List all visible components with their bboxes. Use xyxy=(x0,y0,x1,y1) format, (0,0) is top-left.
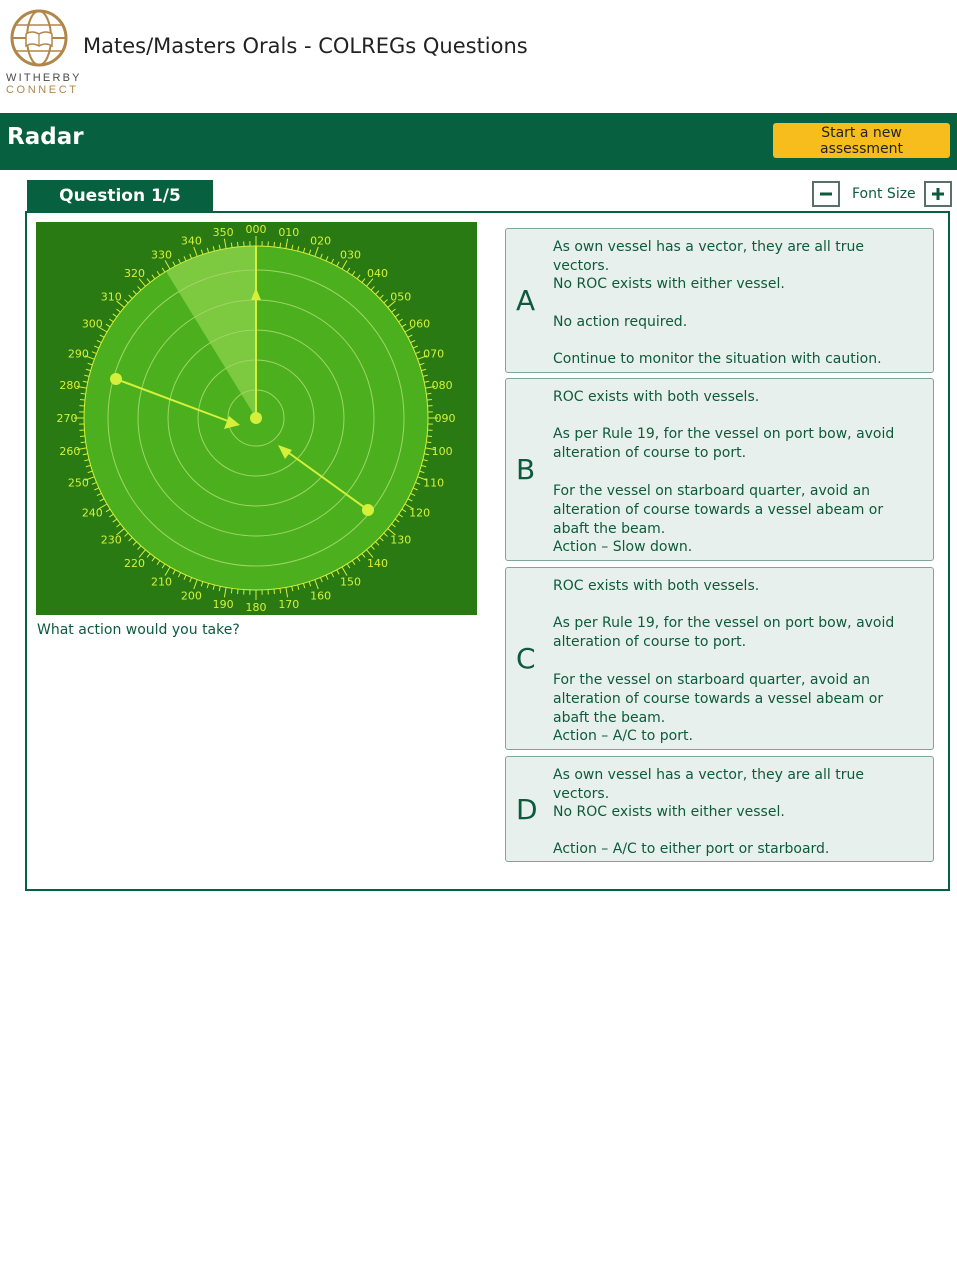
section-title: Radar xyxy=(7,124,84,150)
bearing-label: 330 xyxy=(151,248,172,262)
question-counter-tab: Question 1/5 xyxy=(27,180,213,212)
option-text-line: As own vessel has a vector, they are all true vectors. xyxy=(553,767,864,802)
bearing-label: 080 xyxy=(431,379,453,393)
logo-text-witherby: WITHERBY xyxy=(6,72,82,84)
top-bar xyxy=(0,0,957,113)
bearing-label: 160 xyxy=(310,589,332,603)
option-text-line: Action – Slow down. xyxy=(553,539,693,555)
option-text-line: For the vessel on starboard quarter, avoid an alteration of course towards a vessel abeam or abaft the beam. xyxy=(553,483,884,537)
bearing-label: 350 xyxy=(212,225,234,239)
logo-text-connect: CONNECT xyxy=(6,84,79,96)
bearing-label: 070 xyxy=(423,347,445,361)
bearing-label: 190 xyxy=(212,598,234,612)
bearing-tick xyxy=(81,442,86,443)
option-text-line: For the vessel on starboard quarter, avoid an alteration of course towards a vessel abeam or abaft the beam. xyxy=(553,672,884,726)
bearing-label: 340 xyxy=(180,234,202,248)
option-text-line: As own vessel has a vector, they are all true vectors. xyxy=(553,239,864,274)
bearing-label: 000 xyxy=(245,223,267,236)
option-letter: C xyxy=(516,642,536,675)
option-text-line: ROC exists with both vessels. xyxy=(553,389,760,405)
bearing-tick xyxy=(427,399,432,400)
bearing-label: 140 xyxy=(366,556,388,570)
bearing-label: 150 xyxy=(340,575,361,589)
own-vessel-marker xyxy=(250,412,262,424)
bearing-tick xyxy=(231,588,232,593)
minus-icon xyxy=(819,187,833,201)
answer-option-c[interactable] xyxy=(505,567,934,750)
bearing-tick xyxy=(280,588,281,593)
decrease-font-button[interactable] xyxy=(812,181,840,207)
bearing-tick xyxy=(80,399,85,400)
bearing-label: 270 xyxy=(56,412,78,425)
bearing-label: 240 xyxy=(81,506,103,520)
bearing-label: 290 xyxy=(67,347,89,361)
bearing-tick xyxy=(427,436,432,437)
bearing-label: 050 xyxy=(390,290,412,304)
bearing-label: 280 xyxy=(59,379,81,393)
option-text-line: Action – A/C to either port or starboard. xyxy=(553,841,830,857)
font-size-controls xyxy=(812,180,952,208)
bearing-label: 100 xyxy=(431,444,453,458)
bearing-label: 210 xyxy=(151,575,172,589)
bearing-label: 220 xyxy=(124,556,146,570)
option-text-line: Action – A/C to port. xyxy=(553,728,693,744)
option-text-line: No action required. xyxy=(553,314,688,330)
app-title: Mates/Masters Orals - COLREGs Questions xyxy=(83,34,528,58)
increase-font-button[interactable] xyxy=(924,181,952,207)
font-size-label: Font Size xyxy=(852,186,916,202)
option-text-line: No ROC exists with either vessel. xyxy=(553,804,785,820)
bearing-label: 020 xyxy=(310,234,332,248)
bearing-label: 200 xyxy=(180,589,202,603)
bearing-tick xyxy=(280,243,281,248)
bearing-tick xyxy=(81,393,86,394)
bearing-label: 250 xyxy=(67,476,89,490)
option-letter: B xyxy=(516,453,536,486)
bearing-label: 120 xyxy=(409,506,431,520)
start-new-assessment-button[interactable]: Start a new assessment xyxy=(773,123,950,158)
bearing-label: 110 xyxy=(423,476,445,490)
answer-option-a[interactable] xyxy=(505,228,934,373)
bearing-tick xyxy=(231,243,232,248)
bearing-label: 310 xyxy=(100,290,122,304)
bearing-tick xyxy=(274,242,275,247)
radar-scope xyxy=(36,222,477,615)
option-letter: D xyxy=(516,793,538,826)
bearing-tick xyxy=(426,393,431,394)
bearing-tick xyxy=(426,442,431,443)
bearing-label: 090 xyxy=(434,412,456,425)
bearing-label: 300 xyxy=(81,317,103,331)
target-vessel-port xyxy=(110,373,122,385)
bearing-label: 010 xyxy=(278,225,300,239)
bearing-label: 230 xyxy=(100,533,122,547)
bearing-tick xyxy=(80,436,85,437)
bearing-label: 320 xyxy=(124,267,146,281)
option-text-line: No ROC exists with either vessel. xyxy=(553,276,785,292)
bearing-label: 170 xyxy=(278,598,300,612)
bearing-tick xyxy=(237,589,238,594)
bearing-label: 030 xyxy=(340,248,361,262)
bearing-tick xyxy=(237,242,238,247)
bearing-label: 180 xyxy=(245,601,267,614)
option-text-line: As per Rule 19, for the vessel on port bow, avoid alteration of course to port. xyxy=(553,426,895,461)
bearing-label: 060 xyxy=(409,317,431,331)
plus-icon xyxy=(931,187,945,201)
option-letter: A xyxy=(516,284,536,317)
bearing-label: 260 xyxy=(59,444,81,458)
bearing-label: 130 xyxy=(390,533,412,547)
option-text-line: ROC exists with both vessels. xyxy=(553,578,760,594)
target-vessel-starboard xyxy=(362,504,374,516)
answer-option-b[interactable] xyxy=(505,378,934,561)
bearing-label: 040 xyxy=(366,267,388,281)
question-prompt: What action would you take? xyxy=(37,622,240,638)
bearing-tick xyxy=(274,589,275,594)
option-text-line: As per Rule 19, for the vessel on port bow, avoid alteration of course to port. xyxy=(553,615,895,650)
option-text-line: Continue to monitor the situation with caution. xyxy=(553,351,882,367)
radar-display xyxy=(36,222,477,615)
answer-option-d[interactable] xyxy=(505,756,934,862)
